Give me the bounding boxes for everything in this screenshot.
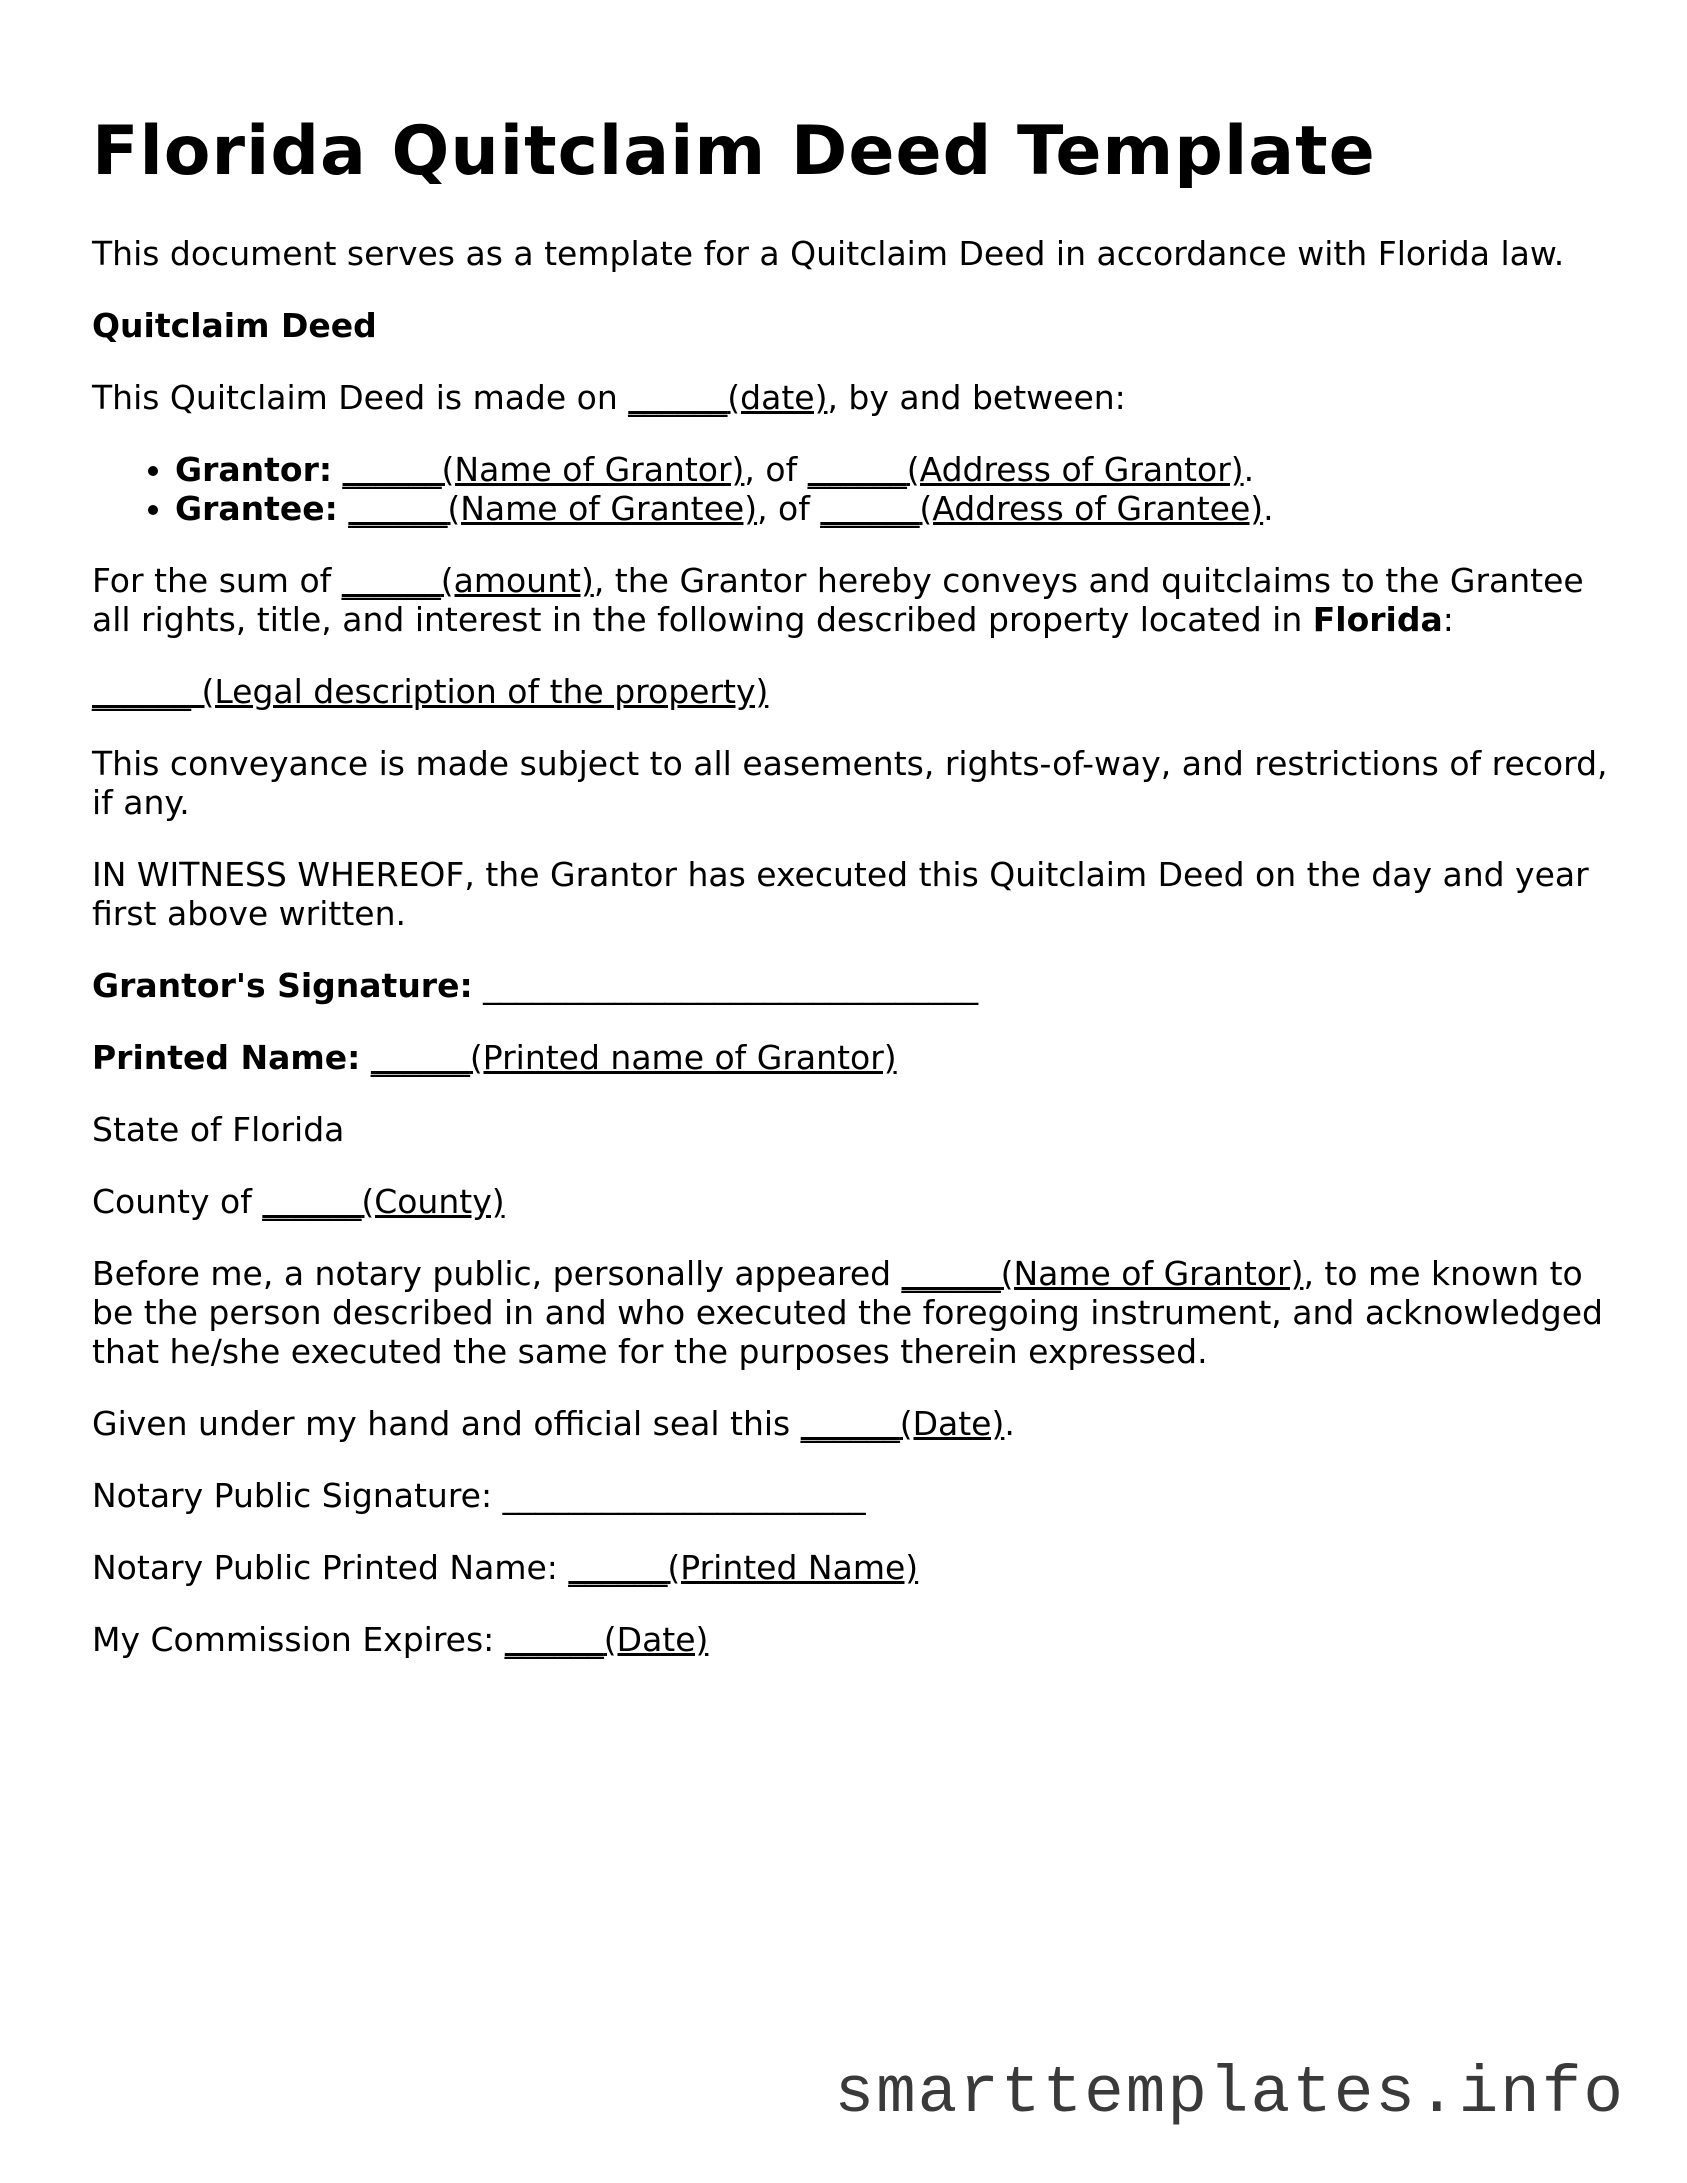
commission-label: My Commission Expires: — [92, 1620, 505, 1659]
printed-name-field[interactable] — [371, 1038, 897, 1077]
blank: ______ — [628, 378, 728, 417]
printed-name-placeholder: (Printed name of Grantor) — [469, 1038, 897, 1077]
notary-ack-suffix: , to me known to be the person described in and who executed the foregoing instrument, and acknowledged that he/she executed the same for the purposes therein expressed. — [92, 1254, 1604, 1371]
blank: ______ — [92, 672, 191, 711]
grantor-name-field[interactable] — [343, 450, 745, 489]
notary-grantor-name-field[interactable] — [902, 1254, 1304, 1293]
made-on-prefix: This Quitclaim Deed is made on — [92, 378, 629, 417]
section-heading: Quitclaim Deed — [92, 306, 377, 345]
blank: ______ — [348, 489, 448, 528]
amount-field[interactable] — [342, 561, 594, 600]
grantee-of: , of — [757, 489, 821, 528]
notary-acknowledgment-paragraph — [92, 1254, 1612, 1371]
blank: ______ — [341, 561, 441, 600]
county-prefix: County of — [92, 1182, 263, 1221]
date-field[interactable] — [628, 378, 827, 417]
notary-printed-name-placeholder: (Printed Name) — [667, 1548, 919, 1587]
grantee-name-placeholder: (Name of Grantee) — [447, 489, 758, 528]
given-date-placeholder: (Date) — [899, 1404, 1005, 1443]
grantee-name-field[interactable] — [348, 489, 757, 528]
printed-name-line — [92, 1038, 1612, 1077]
blank: ______ — [342, 450, 442, 489]
list-item-grantor — [175, 450, 1612, 489]
grantor-signature-field[interactable]: ______________________________ — [483, 966, 979, 1005]
printed-name-label: Printed Name: — [92, 1038, 361, 1077]
consideration-middle: , the Grantor hereby conveys and quitclaims to the Grantee all rights, title, and interest in the following described property located in — [92, 561, 1584, 639]
given-end: . — [1004, 1404, 1015, 1443]
grantor-end: . — [1243, 450, 1255, 489]
parties-list — [92, 450, 1612, 528]
county-placeholder: (County) — [361, 1182, 505, 1221]
notary-ack-prefix: Before me, a notary public, personally appeared — [92, 1254, 902, 1293]
given-prefix: Given under my hand and official seal this — [92, 1404, 801, 1443]
legal-description-placeholder: (Legal description of the property) — [201, 672, 769, 711]
grantor-address-field[interactable] — [808, 450, 1244, 489]
blank: ______ — [370, 1038, 470, 1077]
blank: ______ — [807, 450, 907, 489]
grantee-label: Grantee: — [175, 489, 338, 528]
grantor-address-placeholder: (Address of Grantor) — [906, 450, 1244, 489]
given-under-hand-line — [92, 1404, 1612, 1443]
grantee-end: . — [1263, 489, 1274, 528]
intro-paragraph: This document serves as a template for a Quitclaim Deed in accordance with Florida law. — [92, 234, 1565, 273]
made-on-paragraph — [92, 378, 1612, 417]
blank: ______ — [901, 1254, 1001, 1293]
consideration-paragraph — [92, 561, 1612, 639]
notary-signature-field[interactable]: ______________________ — [502, 1476, 866, 1515]
commission-expires-line — [92, 1620, 1612, 1659]
notary-grantor-name-placeholder: (Name of Grantor) — [1000, 1254, 1304, 1293]
grantor-signature-label: Grantor's Signature: — [92, 966, 473, 1005]
list-item-grantee — [175, 489, 1612, 528]
commission-date-field[interactable] — [505, 1620, 709, 1659]
consideration-end: : — [1442, 600, 1454, 639]
grantor-signature-line — [92, 966, 1612, 1005]
page-title: Florida Quitclaim Deed Template — [92, 112, 1376, 191]
notary-printed-name-label: Notary Public Printed Name: — [92, 1548, 569, 1587]
notary-signature-line — [92, 1476, 1612, 1515]
grantor-label: Grantor: — [175, 450, 333, 489]
grantee-address-placeholder: (Address of Grantee) — [919, 489, 1264, 528]
grantor-name-placeholder: (Name of Grantor) — [441, 450, 745, 489]
watermark: smarttemplates.info — [834, 2056, 1625, 2131]
notary-signature-label: Notary Public Signature: — [92, 1476, 503, 1515]
given-date-field[interactable] — [801, 1404, 1005, 1443]
legal-description-paragraph — [92, 672, 1612, 711]
date-placeholder: (date) — [727, 378, 828, 417]
blank: ______ — [504, 1620, 604, 1659]
blank: ______ — [262, 1182, 362, 1221]
witness-paragraph: IN WITNESS WHEREOF, the Grantor has executed this Quitclaim Deed on the day and year first above written. — [92, 855, 1589, 933]
legal-description-field[interactable] — [92, 672, 768, 711]
state-line: State of Florida — [92, 1110, 345, 1149]
blank: ______ — [820, 489, 920, 528]
blank: ______ — [800, 1404, 900, 1443]
notary-printed-name-field[interactable] — [568, 1548, 918, 1587]
grantee-address-field[interactable] — [820, 489, 1263, 528]
made-on-suffix: , by and between: — [827, 378, 1126, 417]
grantor-of: , of — [744, 450, 808, 489]
state-name: Florida — [1312, 600, 1443, 639]
subject-to-paragraph: This conveyance is made subject to all easements, rights-of-way, and restrictions of record, if any. — [92, 744, 1608, 822]
blank: ______ — [568, 1548, 668, 1587]
commission-date-placeholder: (Date) — [603, 1620, 709, 1659]
county-line — [92, 1182, 1612, 1221]
notary-printed-name-line — [92, 1548, 1612, 1587]
amount-placeholder: (amount) — [440, 561, 594, 600]
county-field[interactable] — [262, 1182, 504, 1221]
document — [92, 112, 1612, 1692]
consideration-prefix: For the sum of — [92, 561, 342, 600]
